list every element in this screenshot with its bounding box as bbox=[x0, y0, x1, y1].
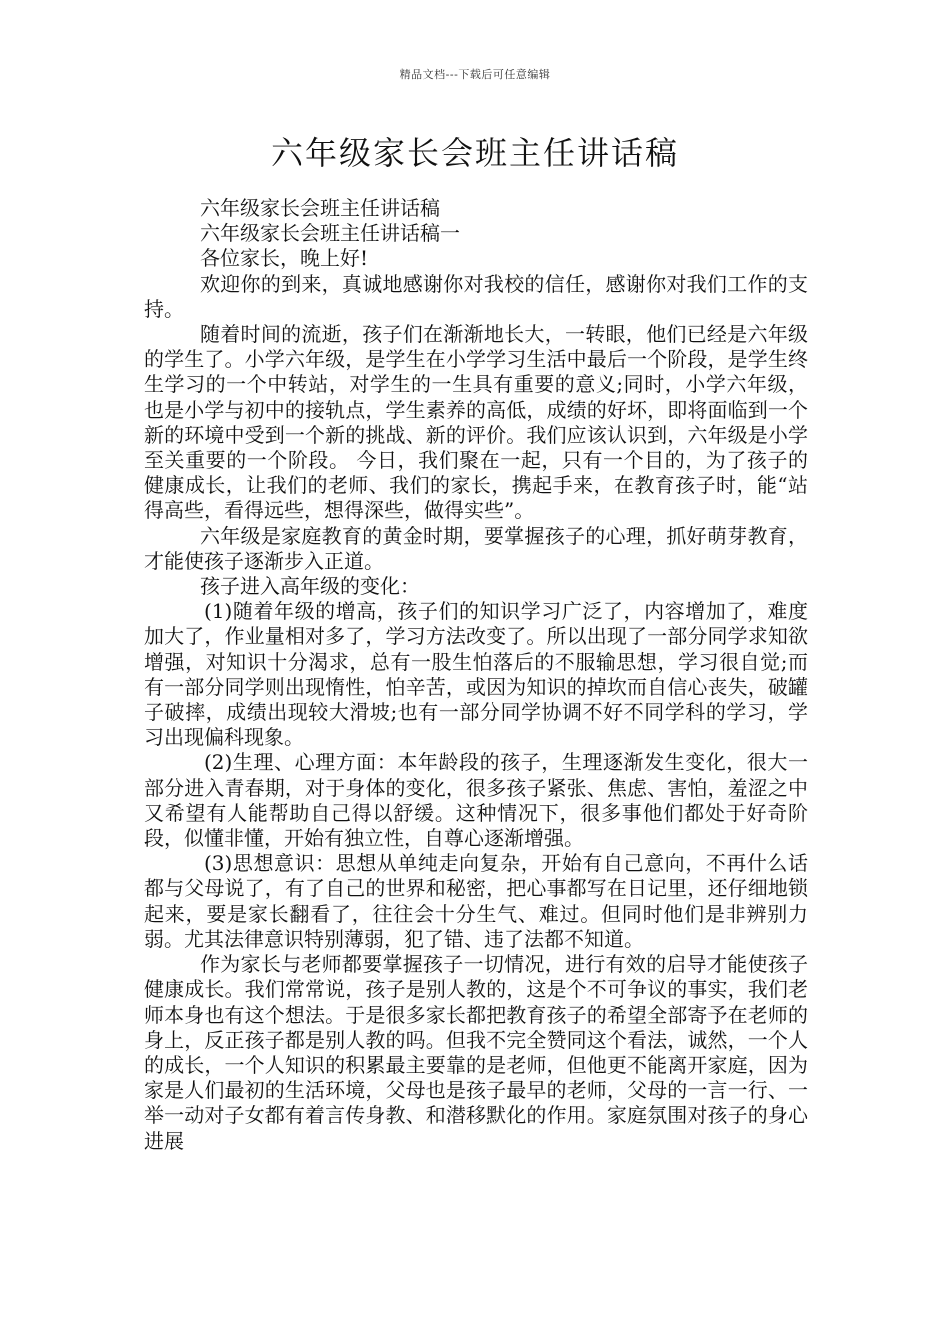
paragraph: 孩子进入高年级的变化： bbox=[200, 574, 420, 599]
document-title: 六年级家长会班主任讲话稿 bbox=[270, 134, 679, 172]
paragraph: (1)随着年级的增高，孩子们的知识学习广泛了，内容增加了，难度加大了，作业量相对多了，学习方法改变了。所以出现了一部分同学求知欲增强，对知识十分渴求，总有一股生怕落后的不服输思想，学习很自觉;而有一部分同学则出现惰性，怕辛苦，或因为知识的掉坎而自信心丧失，破罐子破摔，成绩出现较大滑坡;也有一部分同学协调不好不同学科的学习，学习出现偏科现象。 bbox=[144, 599, 808, 750]
paragraph: (3)思想意识：思想从单纯走向复杂，开始有自己意向，不再什么话都与父母说了，有了自己的世界和秘密，把心事都写在日记里，还仔细地锁起来，要是家长翻看了，往往会十分生气、难过。但同时他们是非辨别力弱。尤其法律意识特别薄弱，犯了错、违了法都不知道。 bbox=[144, 851, 808, 951]
header-note: 精品文档---下载后可任意编辑 bbox=[399, 68, 551, 81]
document-body bbox=[144, 196, 808, 1154]
paragraph: 欢迎你的到来，真诚地感谢你对我校的信任，感谢你对我们工作的支持。 bbox=[144, 271, 808, 321]
paragraph: 作为家长与老师都要掌握孩子一切情况，进行有效的启导才能使孩子健康成长。我们常常说，孩子是别人教的，这是个不可争议的事实，我们老师本身也有这个想法。于是很多家长都把教育孩子的希望全部寄予在老师的身上，反正孩子都是别人教的吗。但我不完全赞同这个看法，诚然，一个人的成长，一个人知识的积累最主要靠的是老师，但他更不能离开家庭，因为家是人们最初的生活环境，父母也是孩子最早的老师，父母的一言一行、一举一动对子女都有着言传身教、和潜移默化的作用。家庭氛围对孩子的身心进展 bbox=[144, 952, 808, 1153]
paragraph: (2)生理、心理方面：本年龄段的孩子，生理逐渐发生变化，很大一部分进入青春期，对于身体的变化，很多孩子紧张、焦虑、害怕，羞涩之中又希望有人能帮助自己得以舒缓。这种情况下，很多事他们都处于好奇阶段，似懂非懂，开始有独立性，自尊心逐渐增强。 bbox=[144, 750, 808, 851]
paragraph: 各位家长，晚上好! bbox=[200, 246, 369, 271]
paragraph: 六年级是家庭教育的黄金时期，要掌握孩子的心理，抓好萌芽教育，才能使孩子逐渐步入正道。 bbox=[144, 523, 808, 573]
paragraph: 六年级家长会班主任讲话稿 bbox=[200, 196, 440, 220]
paragraph: 随着时间的流逝，孩子们在渐渐地长大，一转眼，他们已经是六年级的学生了。小学六年级，是学生在小学学习生活中最后一个阶段，是学生终生学习的一个中转站，对学生的一生具有重要的意义;同时，小学六年级，也是小学与初中的接轨点，学生素养的高低，成绩的好坏，即将面临到一个新的环境中受到一个新的挑战、新的评价。我们应该认识到，六年级是小学至关重要的一个阶段。 今日，我们聚在一起，只有一个目的，为了孩子的健康成长，让我们的老师、我们的家长，携起手来，在教育孩子时，能“站得高些，看得远些，想得深些，做得实些”。 bbox=[144, 322, 808, 523]
paragraph: 六年级家长会班主任讲话稿一 bbox=[200, 221, 460, 246]
